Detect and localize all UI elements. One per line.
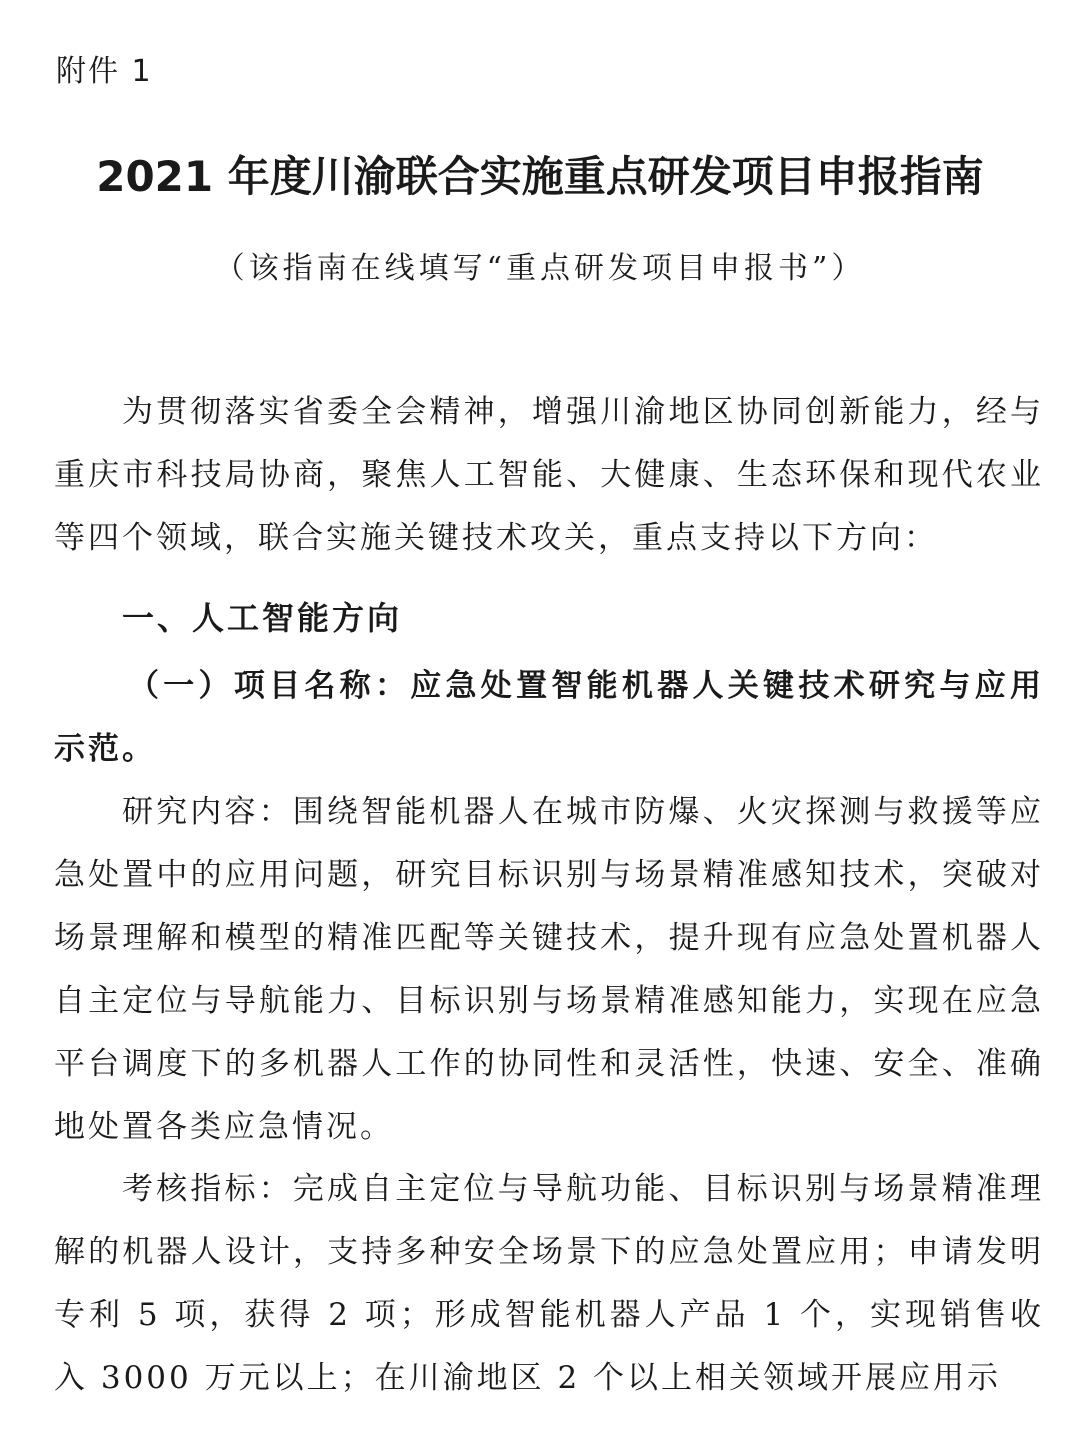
document-title: 2021 年度川渝联合实施重点研发项目申报指南	[96, 152, 984, 201]
attachment-label: 附件 1	[56, 54, 153, 89]
section-heading: 一、人工智能方向	[122, 599, 403, 637]
assessment-metrics-paragraph: 考核指标：完成自主定位与导航功能、目标识别与场景精准理解的机器人设计，支持多种安全场景下的应急处置应用；申请发明专利 5 项，获得 2 项；形成智能机器人产品 1 个，实现销售收入 3000 万元以上；在川渝地区 2 个以上相关领域开展应用示	[54, 1171, 1044, 1396]
project-heading: （一）项目名称：应急处置智能机器人关键技术研究与应用示范。	[54, 668, 1044, 767]
research-content-paragraph: 研究内容：围绕智能机器人在城市防爆、火灾探测与救援等应急处置中的应用问题，研究目标识别与场景精准感知技术，突破对场景理解和模型的精准匹配等关键技术，提升现有应急处置机器人自主定位与导航能力、目标识别与场景精准感知能力，实现在应急平台调度下的多机器人工作的协同性和灵活性，快速、安全、准确地处置各类应急情况。	[54, 794, 1044, 1145]
intro-paragraph: 为贯彻落实省委全会精神，增强川渝地区协同创新能力，经与重庆市科技局协商，聚焦人工智能、大健康、生态环保和现代农业等四个领域，联合实施关键技术攻关，重点支持以下方向：	[54, 394, 1044, 556]
document-subtitle: （该指南在线填写“重点研发项目申报书”）	[214, 251, 866, 286]
